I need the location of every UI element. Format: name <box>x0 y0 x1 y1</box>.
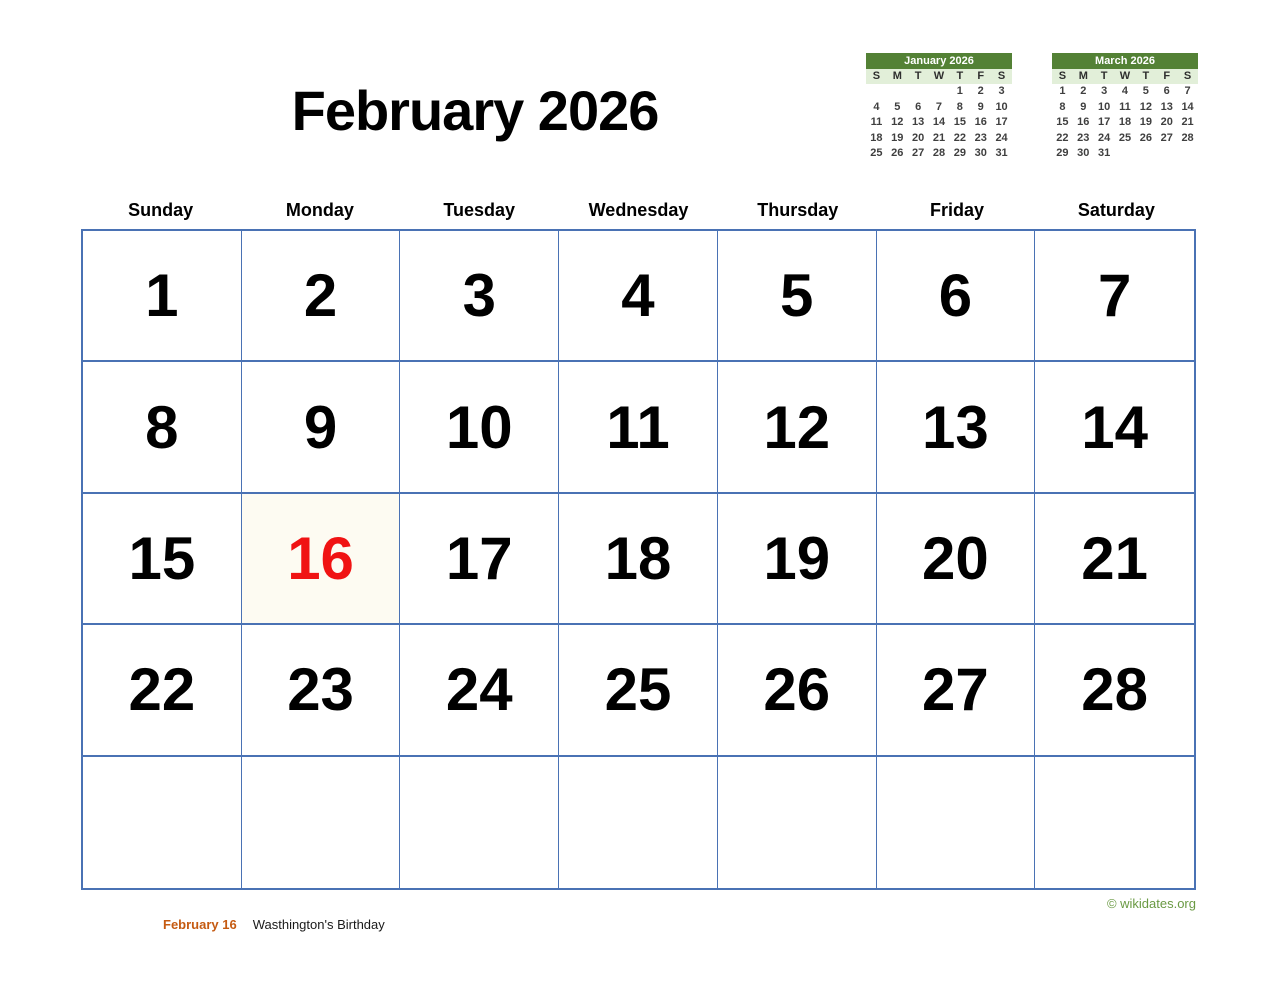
date-cell <box>242 757 401 888</box>
mini-date-cell <box>1135 146 1156 162</box>
mini-date-cell: 2 <box>1080 85 1087 97</box>
mini-date-cell: 24 <box>1098 131 1111 144</box>
mini-date-cell: 17 <box>995 116 1008 128</box>
date-cell: 4 <box>559 231 718 362</box>
date-cell: 24 <box>400 625 559 756</box>
mini-day-initial: F <box>977 70 985 82</box>
date-cell: 25 <box>559 625 718 756</box>
date-cell <box>400 757 559 888</box>
mini-date-cell: 4 <box>873 100 880 113</box>
mini-date-cell <box>866 84 887 100</box>
weekday-label: Thursday <box>757 200 839 220</box>
date-cell: 27 <box>877 625 1036 756</box>
mini-date-cell: 31 <box>995 147 1008 159</box>
mini-date-cell: 3 <box>1101 85 1108 97</box>
mini-date-cell: 19 <box>891 131 904 144</box>
mini-date-cell: 19 <box>1139 116 1152 128</box>
mini-date-cell: 24 <box>995 131 1008 144</box>
mini-date-cell: 8 <box>1059 100 1066 113</box>
mini-date-cell: 8 <box>956 100 963 113</box>
date-cell: 11 <box>559 362 718 493</box>
mini-week-row <box>866 115 1012 131</box>
mini-week-row <box>1052 84 1198 100</box>
date-cell: 15 <box>83 494 242 625</box>
mini-calendar-march <box>1052 53 1198 162</box>
mini-date-cell: 7 <box>935 100 943 113</box>
weekday-label: Tuesday <box>443 200 516 220</box>
mini-date-cell: 11 <box>870 116 883 128</box>
mini-day-initial: S <box>872 70 881 82</box>
mini-date-cell <box>1115 146 1136 162</box>
mini-date-cell: 9 <box>1080 100 1087 113</box>
mini-day-initial: S <box>1183 70 1192 82</box>
mini-day-initials-row <box>1052 69 1198 84</box>
mini-date-cell: 9 <box>977 100 984 113</box>
date-cell: 12 <box>718 362 877 493</box>
mini-date-cell: 1 <box>1059 85 1066 97</box>
date-cell: 17 <box>400 494 559 625</box>
weekday-label: Wednesday <box>588 200 689 220</box>
date-cell: 19 <box>718 494 877 625</box>
date-cell: 9 <box>242 362 401 493</box>
mini-date-cell: 27 <box>912 147 925 159</box>
date-cell <box>83 757 242 888</box>
mini-date-cell: 20 <box>1160 116 1173 128</box>
mini-calendar-january <box>866 53 1012 162</box>
mini-date-cell: 30 <box>974 147 987 159</box>
holiday-note <box>163 917 385 932</box>
date-cell: 22 <box>83 625 242 756</box>
date-cell <box>559 757 718 888</box>
mini-date-cell: 21 <box>932 131 946 144</box>
weekday-label: Friday <box>930 200 985 220</box>
date-cell: 10 <box>400 362 559 493</box>
mini-date-cell: 10 <box>995 100 1008 113</box>
mini-date-cell: 18 <box>1118 116 1132 128</box>
mini-date-cell: 6 <box>1163 85 1170 97</box>
mini-date-cell: 13 <box>1160 100 1173 113</box>
main-calendar-grid <box>81 229 1196 890</box>
mini-date-cell: 14 <box>932 116 946 128</box>
mini-date-cell: 15 <box>953 116 966 128</box>
mini-day-initial: S <box>997 70 1006 82</box>
date-cell: 3 <box>400 231 559 362</box>
mini-date-cell: 12 <box>891 116 904 128</box>
mini-week-row <box>1052 115 1198 131</box>
mini-date-cell: 17 <box>1098 116 1111 128</box>
mini-week-row <box>1052 146 1198 162</box>
mini-date-cell: 15 <box>1056 116 1069 128</box>
mini-date-cell: 2 <box>977 85 984 97</box>
date-cell: 1 <box>83 231 242 362</box>
mini-date-cell: 3 <box>998 85 1005 97</box>
mini-date-cell: 20 <box>912 131 925 144</box>
mini-date-cell <box>1156 146 1177 162</box>
mini-day-initial: T <box>1142 70 1150 82</box>
mini-date-cell: 30 <box>1077 147 1090 159</box>
date-cell: 23 <box>242 625 401 756</box>
page-title: February 2026 <box>291 79 659 142</box>
mini-day-initial: S <box>1058 70 1067 82</box>
mini-date-cell: 31 <box>1098 147 1111 159</box>
mini-date-cell: 7 <box>1184 85 1191 97</box>
weekday-label: Sunday <box>128 200 194 220</box>
mini-date-cell: 5 <box>1142 85 1149 97</box>
mini-date-cell: 16 <box>1077 116 1090 128</box>
mini-date-cell: 22 <box>1056 131 1069 144</box>
mini-calendar-title: January 2026 <box>866 53 1012 69</box>
date-cell <box>718 757 877 888</box>
mini-day-initial: T <box>956 70 964 82</box>
date-cell: 7 <box>1035 231 1194 362</box>
mini-date-cell: 29 <box>1056 147 1069 159</box>
mini-day-initials-row <box>866 69 1012 84</box>
weekday-label: Monday <box>285 200 354 220</box>
mini-date-cell <box>887 84 908 100</box>
date-cell: 2 <box>242 231 401 362</box>
copyright-link[interactable]: © wikidates.org <box>1106 896 1196 911</box>
mini-date-cell: 21 <box>1181 116 1194 128</box>
mini-day-initial: W <box>1119 70 1131 82</box>
mini-week-row <box>866 100 1012 116</box>
date-cell: 16 <box>242 494 401 625</box>
mini-date-cell: 23 <box>1077 131 1090 144</box>
mini-date-cell <box>929 84 950 100</box>
mini-date-cell: 11 <box>1119 100 1131 113</box>
mini-date-cell: 27 <box>1160 131 1173 144</box>
mini-date-cell: 22 <box>953 131 966 144</box>
mini-date-cell <box>1177 146 1198 162</box>
mini-calendar-title: March 2026 <box>1052 53 1198 69</box>
mini-date-cell: 23 <box>974 131 987 144</box>
mini-date-cell: 29 <box>953 147 966 159</box>
mini-week-row <box>1052 131 1198 147</box>
date-cell <box>1035 757 1194 888</box>
mini-date-cell: 5 <box>894 100 901 113</box>
mini-day-initial: M <box>1078 70 1088 82</box>
mini-day-initial: F <box>1163 70 1171 82</box>
holiday-date-label: February 16 <box>163 917 237 932</box>
date-cell: 28 <box>1035 625 1194 756</box>
mini-date-cell: 1 <box>956 85 963 97</box>
mini-date-cell: 25 <box>1118 131 1132 144</box>
holiday-name-label: Wasthington's Birthday <box>252 917 385 932</box>
date-cell: 5 <box>718 231 877 362</box>
date-cell: 8 <box>83 362 242 493</box>
mini-day-initial: T <box>914 70 922 82</box>
mini-date-cell: 13 <box>912 116 925 128</box>
mini-date-cell: 4 <box>1121 85 1129 97</box>
date-cell: 13 <box>877 362 1036 493</box>
date-cell: 26 <box>718 625 877 756</box>
date-cell <box>877 757 1036 888</box>
mini-date-cell: 16 <box>974 116 987 128</box>
date-cell: 18 <box>559 494 718 625</box>
mini-day-initial: W <box>933 70 945 82</box>
date-cell: 20 <box>877 494 1036 625</box>
mini-week-row <box>866 84 1012 100</box>
mini-day-initial: M <box>892 70 902 82</box>
mini-date-cell: 12 <box>1139 100 1152 113</box>
date-cell: 6 <box>877 231 1036 362</box>
mini-week-row <box>866 131 1012 147</box>
date-cell: 14 <box>1035 362 1194 493</box>
mini-date-cell <box>908 84 929 100</box>
mini-week-row <box>866 146 1012 162</box>
mini-date-cell: 26 <box>1139 131 1152 144</box>
mini-date-cell: 14 <box>1181 100 1194 113</box>
mini-date-cell: 28 <box>932 147 946 159</box>
date-cell: 21 <box>1035 494 1194 625</box>
mini-date-cell: 26 <box>891 147 904 159</box>
mini-date-cell: 28 <box>1181 131 1194 144</box>
mini-date-cell: 18 <box>870 131 883 144</box>
mini-date-cell: 25 <box>870 147 883 159</box>
mini-date-cell: 10 <box>1098 100 1111 113</box>
weekday-label: Saturday <box>1077 200 1155 220</box>
weekday-header-row <box>81 200 1196 221</box>
mini-week-row <box>1052 100 1198 116</box>
mini-date-cell: 6 <box>915 100 922 113</box>
mini-day-initial: T <box>1100 70 1108 82</box>
